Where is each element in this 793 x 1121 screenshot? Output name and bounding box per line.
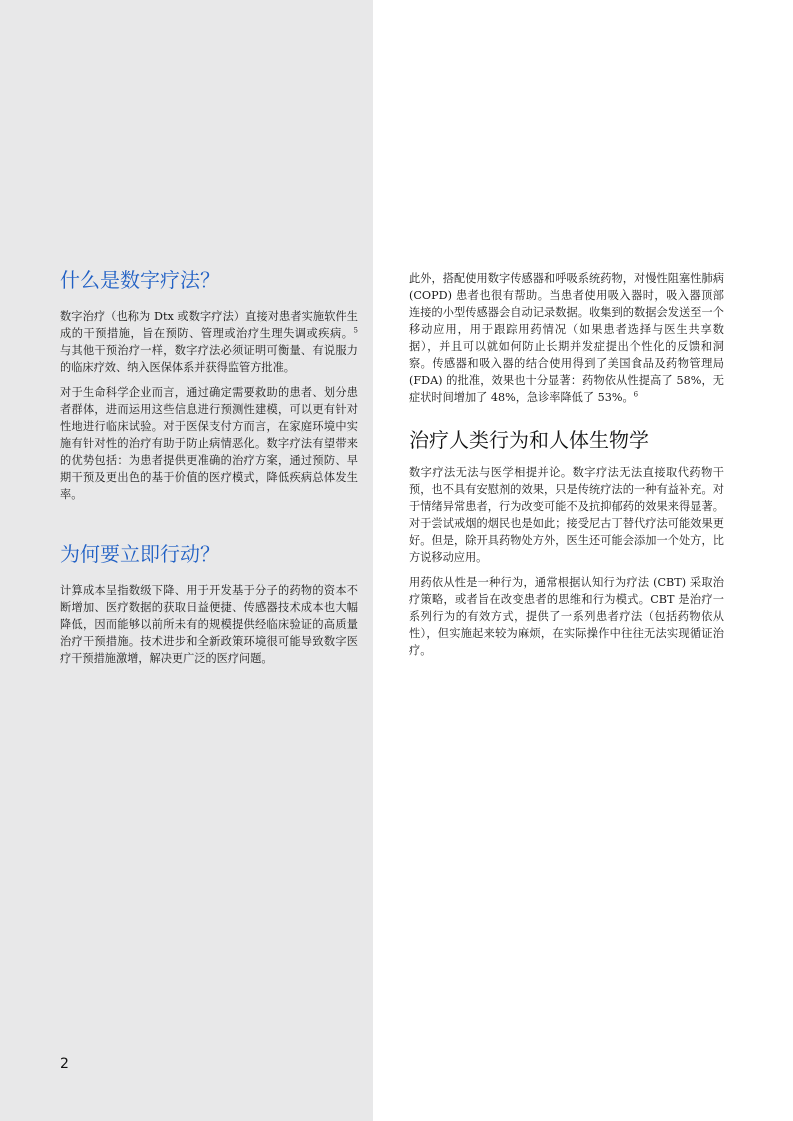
section-behavior-biology [409,426,724,659]
paragraph-dtx-definition: 数字治疗（也称为 Dtx 或数字疗法）直接对患者实施软件生成的干预措施，旨在预防、管理或治疗生理失调或疾病。$^5$ 与其他干预治疗一样，数字疗法必须证明可衡量、有说服力的临床疗效、纳入医保体系并获得监管方批准。 [60,310,358,374]
paragraph-copd-sensors: 此外，搭配使用数字传感器和呼吸系统药物，对慢性阻塞性肺病 (COPD) 患者也很有帮助。当患者使用吸入器时，吸入器顶部连接的小型传感器会自动记录数据。收集到的数据会发送至一个移动应用，用于跟踪用药情况（如果患者选择与医生共享数据），并且可以就如何防止长期并发症提出个性化的反馈和洞察。传感器和吸入器的结合使用得到了美国食品及药物管理局 (FDA) 的批准，效果也十分显著：药物依从性提高了 58%，无症状时间增加了 48%，急诊率降低了 53%。$^6$ [409,272,724,404]
footnote-ref-6: 6 [633,390,639,399]
paragraph-dtx-not-replacement: 数字疗法无法与医学相提并论。数字疗法无法直接取代药物干预，也不具有安慰剂的效果，只是传统疗法的一种有益补充。对于情绪异常患者，行为改变可能不及抗抑郁药的效果来得显著。对于尝试戒烟的烟民也是如此；接受尼古丁替代疗法可能效果更好。但是，除开具药物处方外，医生还可能会添加一个处方，比方说移动应用。 [409,466,724,564]
paragraph-dtx-benefits: 对于生命科学企业而言，通过确定需要救助的患者、划分患者群体，进而运用这些信息进行预测性建模，可以更有针对性地进行临床试验。对于医保支付方而言，在家庭环境中实施有针对性的治疗有助于防止病情恶化。数字疗法有望带来的优势包括：为患者提供更准确的治疗方案，通过预防、早期干预及更出色的基于价值的医疗模式，降低疾病总体发生率。 [60,386,358,501]
section-heading-what-is-dtx: 什么是数字疗法？ [60,268,220,292]
paragraph-why-act-now: 计算成本呈指数级下降、用于开发基于分子的药物的资本不断增加、医疗数据的获取日益便捷、传感器技术成本也大幅降低，因而能够以前所未有的规模提供经临床验证的高质量治疗干预措施。技术进步和全新政策环境很可能导致数字医疗干预措施激增，解决更广泛的医疗问题。 [60,584,358,665]
page-number: 2 [60,1056,69,1072]
section-what-is-dtx [60,266,358,503]
section-heading-why-act-now: 为何要立即行动？ [60,542,220,566]
section-heading-behavior-biology: 治疗人类行为和人体生物学 [409,428,649,452]
paragraph-cbt-adherence: 用药依从性是一种行为，通常根据认知行为疗法 (CBT) 采取治疗策略，或者旨在改变患者的思维和行为模式。CBT 是治疗一系列行为的有效方式，提供了一系列患者疗法（包括药物依从性），但实施起来较为麻烦，在实际操作中往往无法实现循证治疗。 [409,576,724,657]
section-why-act-now [60,540,358,667]
section-copd-example [409,270,724,406]
footnote-ref-5: 5 [353,326,358,335]
